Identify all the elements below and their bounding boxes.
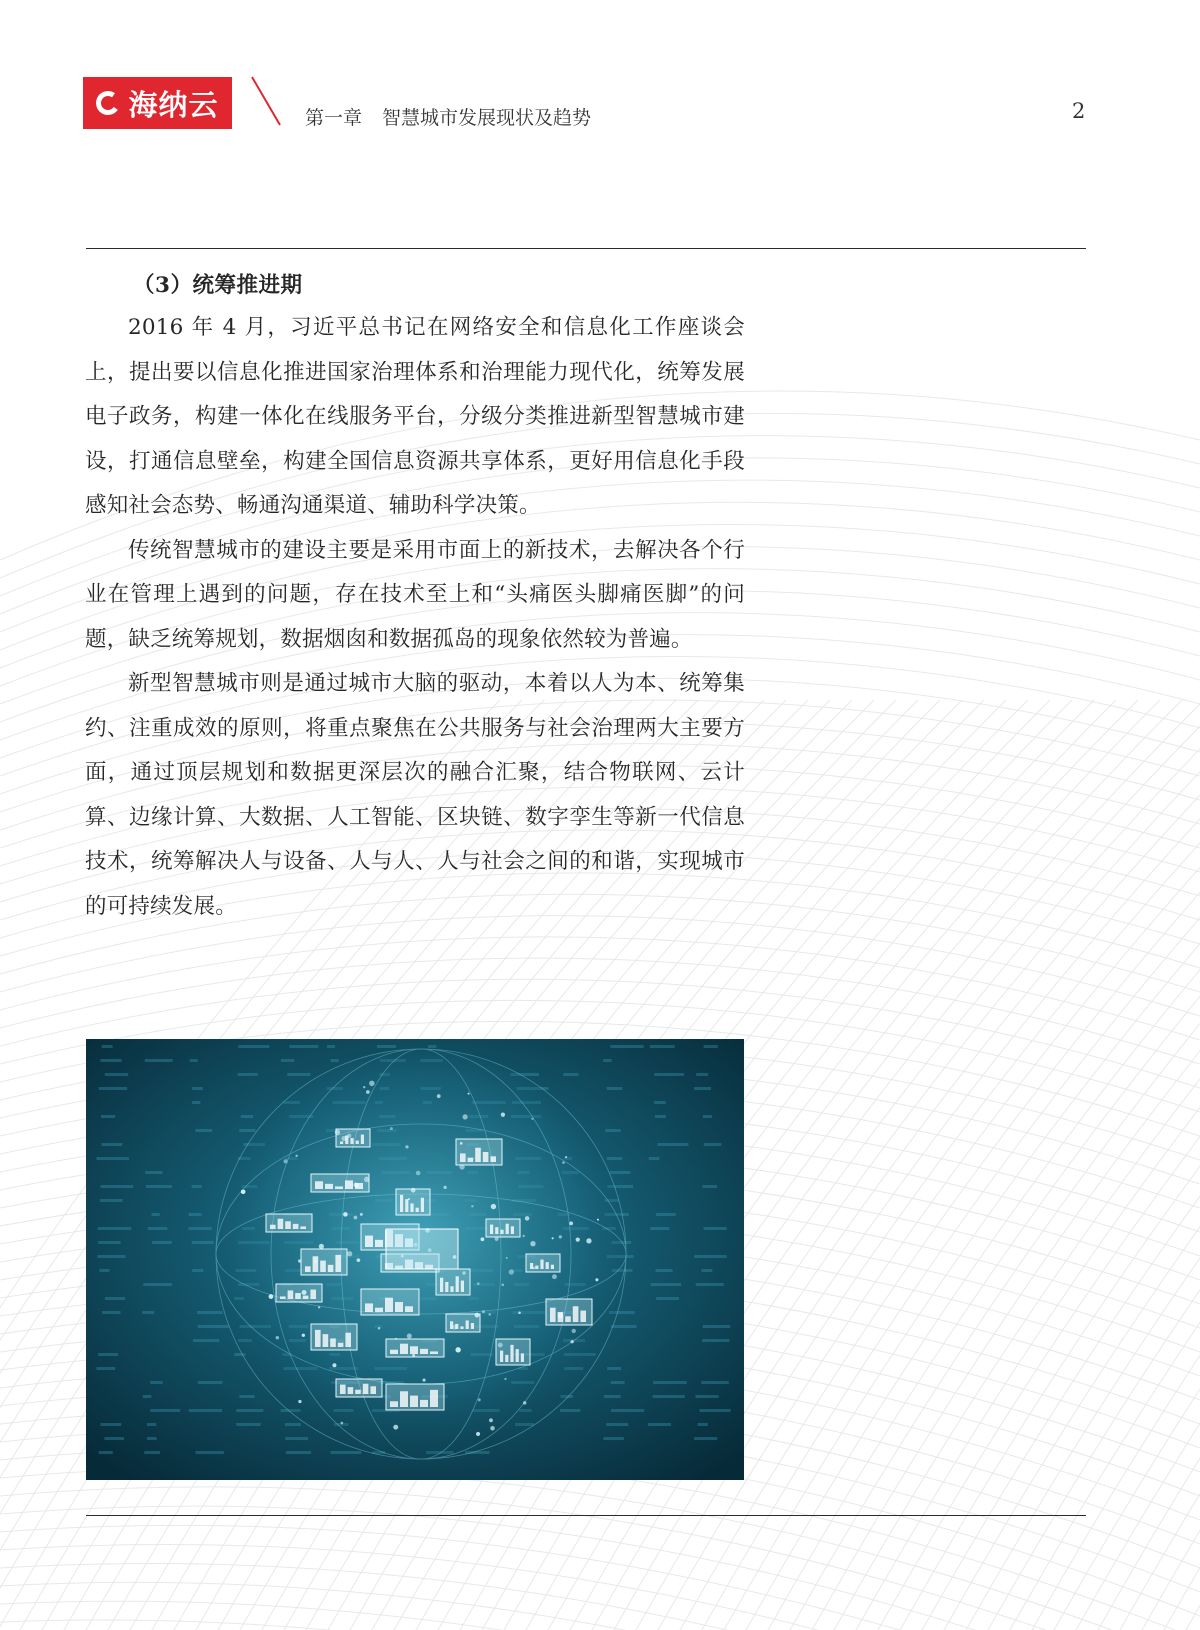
- page-number: 2: [1072, 99, 1086, 123]
- logo-text: 海纳云: [128, 87, 219, 122]
- body-text: [85, 266, 745, 929]
- digital-globe-image: [86, 1039, 744, 1480]
- digital-globe-illustration: [86, 1039, 744, 1480]
- chapter-title: [305, 103, 591, 130]
- section-heading: （3）统筹推进期: [133, 273, 303, 298]
- paragraph-2: 传统智慧城市的建设主要是采用市面上的新技术，去解决各个行业在管理上遇到的问题，存在技术至上和“头痛医头脚痛医脚”的问题，缺乏统筹规划，数据烟囱和数据孤岛的现象依然较为普遍。: [85, 537, 745, 652]
- header-slash-divider: [250, 75, 284, 129]
- top-divider: [86, 248, 1086, 249]
- bottom-divider: [86, 1515, 1086, 1516]
- logo-c-icon: [95, 89, 123, 117]
- brand-logo: [83, 77, 232, 129]
- chapter-name: 智慧城市发展现状及趋势: [382, 107, 592, 129]
- paragraph-1: 2016 年 4 月，习近平总书记在网络安全和信息化工作座谈会上，提出要以信息化推进国家治理体系和治理能力现代化，统筹发展电子政务，构建一体化在线服务平台，分级分类推进新型智慧城市建设，打通信息壁垒，构建全国信息资源共享体系，更好用信息化手段感知社会态势、畅通沟通渠道、辅助科学决策。: [85, 315, 745, 518]
- paragraph-3: 新型智慧城市则是通过城市大脑的驱动，本着以人为本、统筹集约、注重成效的原则，将重点聚焦在公共服务与社会治理两大主要方面，通过顶层规划和数据更深层次的融合汇聚，结合物联网、云计算、边缘计算、大数据、人工智能、区块链、数字孪生等新一代信息技术，统筹解决人与设备、人与人、人与社会之间的和谐，实现城市的可持续发展。: [85, 671, 745, 919]
- chapter-label: 第一章: [305, 107, 363, 129]
